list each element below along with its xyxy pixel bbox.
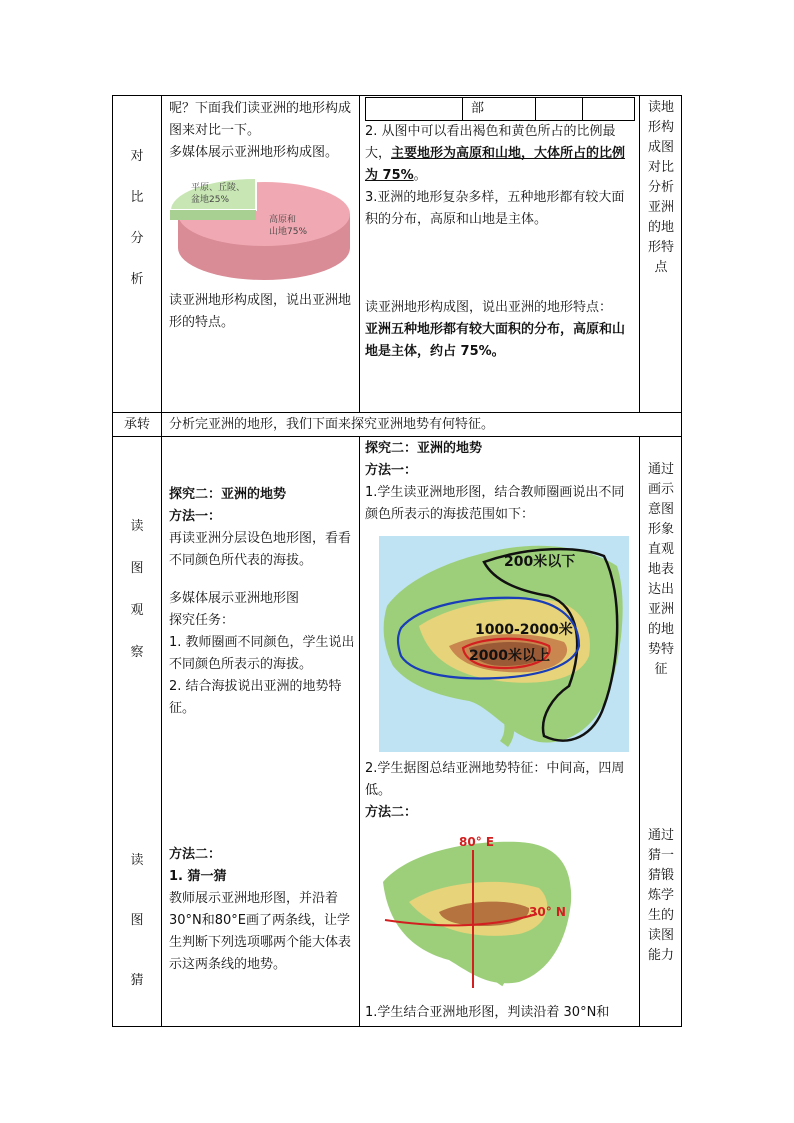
label-char: 分	[130, 231, 144, 246]
terrain-pie-chart	[169, 166, 355, 286]
label-char: 读	[130, 853, 144, 868]
lesson-plan-table	[112, 95, 682, 1027]
row-divider	[113, 412, 681, 413]
column-divider	[359, 436, 360, 1026]
student-activity-r1	[365, 96, 635, 363]
row-label-transition: 承转	[123, 417, 150, 432]
teacher-method: 方法一：	[169, 509, 222, 524]
student-text: 1.学生结合亚洲地形图，判读沿着 30°N和	[365, 1005, 610, 1020]
transition-text: 分析完亚洲的地形，我们下面来探究亚洲地势有何特征。	[169, 417, 495, 432]
label-char: 读	[130, 519, 144, 534]
teacher-heading: 1. 猜一猜	[169, 869, 227, 884]
map-label-mid: 1000-2000米	[475, 622, 573, 638]
teacher-text: 教师展示亚洲地形图，并沿着 30°N和80°E画了两条线，让学生判断下列选项哪两个能大体表示这两条线的地势。	[169, 891, 352, 972]
student-text: 1.学生读亚洲地形图，结合教师圈画说出不同颜色所表示的海拔范围如下：	[365, 485, 625, 522]
student-text: 3.亚洲的地形复杂多样，五种地形都有较大面积的分布，高原和山地是主体。	[365, 190, 625, 227]
small-table-cell: 部	[463, 98, 536, 120]
teacher-text: 1. 教师圈画不同颜色，学生说出不同颜色所表示的海拔。	[169, 635, 355, 672]
map-label-lowland: 200米以下	[504, 554, 576, 570]
column-divider	[639, 96, 640, 412]
row-label-compare-analyze	[113, 136, 161, 300]
label-char: 对	[130, 149, 144, 164]
teacher-text: 探究任务：	[169, 613, 235, 628]
label-char: 析	[130, 272, 144, 287]
teacher-text: 2. 结合海拔说出亚洲的地势特征。	[169, 679, 342, 716]
column-divider	[359, 96, 360, 412]
asia-cross-section-map-image	[379, 832, 575, 990]
student-text: 。	[413, 168, 427, 183]
design-intent-r3b: 通过猜一猜锻炼学生的读图能力	[647, 828, 674, 963]
teacher-text: 多媒体展示亚洲地形构成图。	[169, 145, 339, 160]
student-emphasis: 主要地形为高原和山地，大体所占的比例为 75%	[365, 146, 626, 183]
row-label-read-guess	[113, 831, 161, 1011]
teacher-activity-r3	[169, 484, 355, 720]
teacher-activity-r1	[169, 98, 355, 334]
student-text: 2. 从图中可以看出褐色和黄色所占的比例最大，	[365, 124, 616, 161]
teacher-method: 方法二：	[169, 847, 222, 862]
row-label-read-observe	[113, 506, 161, 674]
student-text: 读亚洲地形构成图，说出亚洲的地形特点：	[365, 300, 613, 315]
student-activity-r3-part2	[365, 758, 635, 824]
teacher-text: 读亚洲地形构成图，说出亚洲地形的特点。	[169, 293, 352, 330]
student-activity-r3	[365, 438, 635, 526]
label-char: 观	[130, 603, 144, 618]
row-divider	[113, 436, 681, 437]
teacher-activity-r3-method2	[169, 844, 355, 976]
asia-cross-section-map	[379, 832, 575, 990]
label-char: 察	[130, 645, 144, 660]
teacher-text: 呢？下面我们读亚洲的地形构成图来对比一下。	[169, 101, 352, 138]
map-label-30n: 30° N	[529, 905, 566, 919]
pie-slice-plain-side	[170, 210, 256, 220]
student-method: 方法二：	[365, 805, 418, 820]
small-table-cell	[536, 98, 583, 120]
teacher-heading: 探究二：亚洲的地势	[169, 487, 287, 502]
label-char: 图	[130, 913, 144, 928]
label-char: 图	[130, 561, 144, 576]
design-intent-r1: 读地形构成图对比分析亚洲的地形特点	[647, 100, 674, 275]
pie-label-plain: 平原、丘陵、盆地25%	[191, 183, 246, 205]
map-label-80e: 80° E	[459, 835, 495, 849]
map-label-high: 2000米以上	[469, 648, 550, 664]
asia-elevation-map-image	[379, 536, 629, 752]
small-table-fragment	[365, 97, 635, 121]
student-text: 2.学生据图总结亚洲地势特征：中间高，四周低。	[365, 761, 625, 798]
teacher-text: 多媒体展示亚洲地形图	[169, 591, 300, 606]
teacher-text: 再读亚洲分层设色地形图，看看不同颜色所代表的海拔。	[169, 531, 352, 568]
student-conclusion: 亚洲五种地形都有较大面积的分布，高原和山地是主体，约占 75%。	[365, 322, 626, 359]
student-method: 方法一：	[365, 463, 418, 478]
pie-label-highland: 高原和山地75%	[269, 215, 308, 237]
column-divider	[639, 436, 640, 1026]
asia-elevation-map	[379, 536, 629, 752]
small-table-cell	[366, 98, 463, 120]
column-divider	[161, 96, 162, 1026]
design-intent-r3a: 通过画示意图形象直观地表达出亚洲的地势特征	[647, 462, 674, 677]
small-table-cell	[583, 98, 634, 120]
label-char: 比	[130, 190, 144, 205]
label-char: 猜	[130, 973, 144, 988]
student-heading: 探究二：亚洲的地势	[365, 441, 483, 456]
